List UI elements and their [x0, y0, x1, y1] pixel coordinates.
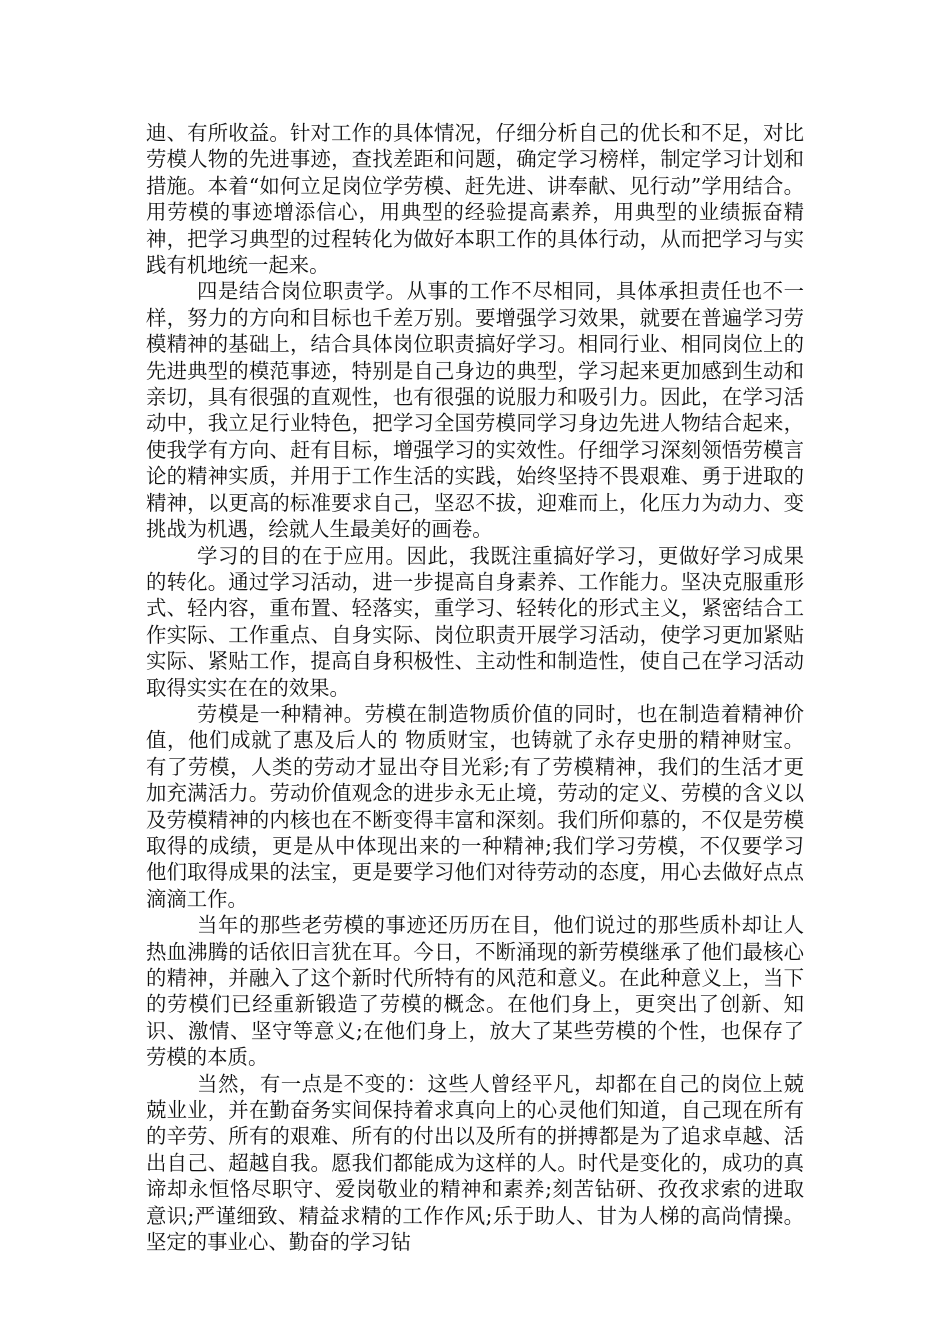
document-body	[146, 120, 804, 1255]
paragraph-continuation: 迪、有所收益。针对工作的具体情况，仔细分析自己的优长和不足，对比劳模人物的先进事迹，查找差距和问题，确定学习榜样，制定学习计划和措施。本着“如何立足岗位学劳模、赶先进、讲奉献、见行动”学用结合。用劳模的事迹增添信心，用典型的经验提高素养，用典型的业绩振奋精神，把学习典型的过程转化为做好本职工作的具体行动，从而把学习与实践有机地统一起来。	[146, 121, 804, 278]
paragraph-old-and-new-models: 当年的那些老劳模的事迹还历历在目，他们说过的那些质朴却让人热血沸腾的话依旧言犹在耳。今日，不断涌现的新劳模继承了他们最核心的精神，并融入了这个新时代所特有的风范和意义。在此种意义上，当下的劳模们已经重新锻造了劳模的概念。在他们身上，更突出了创新、知识、激情、坚守等意义;在他们身上，放大了某些劳模的个性，也保存了劳模的本质。	[146, 913, 804, 1070]
paragraph-learning-application: 学习的目的在于应用。因此，我既注重搞好学习，更做好学习成果的转化。通过学习活动，进一步提高自身素养、工作能力。坚决克服重形式、轻内容，重布置、轻落实，重学习、轻转化的形式主义，紧密结合工作实际、工作重点、自身实际、岗位职责开展学习活动，使学习更加紧贴实际、紧贴工作，提高自身积极性、主动性和制造性，使自己在学习活动取得实实在在的效果。	[146, 543, 804, 700]
paragraph-model-worker-spirit: 劳模是一种精神。劳模在制造物质价值的同时，也在制造着精神价值，他们成就了惠及后人的 物质财宝，也铸就了永存史册的精神财宝。有了劳模，人类的劳动才显出夺目光彩;有了劳模精神，我们的生活才更加充满活力。劳动价值观念的进步永无止境，劳动的定义、劳模的含义以及劳模精神的内核也在不断变得丰富和深刻。我们所仰慕的，不仅是劳模取得的成绩，更是从中体现出来的一种精神;我们学习劳模，不仅要学习他们取得成果的法宝，更是要学习他们对待劳动的态度，用心去做好点点滴滴工作。	[146, 701, 804, 911]
paragraph-unchanging-truth: 当然，有一点是不变的：这些人曾经平凡，却都在自己的岗位上兢兢业业，并在勤奋务实间保持着求真向上的心灵他们知道，自己现在所有的辛劳、所有的艰难、所有的付出以及所有的拼搏都是为了追求卓越、活出自己、超越自我。愿我们都能成为这样的人。时代是变化的，成功的真谛却永恒恪尽职守、爱岗敬业的精神和素养;刻苦钻研、孜孜求索的进取意识;严谨细致、精益求精的工作作风;乐于助人、甘为人梯的高尚情操。坚定的事业心、勤奋的学习钻	[146, 1071, 804, 1255]
paragraph-job-responsibility: 四是结合岗位职责学。从事的工作不尽相同，具体承担责任也不一样，努力的方向和目标也千差万别。要增强学习效果，就要在普遍学习劳模精神的基础上，结合具体岗位职责搞好学习。相同行业、相同岗位上的先进典型的模范事迹，特别是自己身边的典型，学习起来更加感到生动和亲切，具有很强的直观性，也有很强的说服力和吸引力。因此，在学习活动中，我立足行业特色，把学习全国劳模同学习身边先进人物结合起来，使我学有方向、赶有目标，增强学习的实效性。仔细学习深刻领悟劳模言论的精神实质，并用于工作生活的实践，始终坚持不畏艰难、勇于进取的精神，以更高的标准要求自己，坚忍不拔，迎难而上，化压力为动力、变挑战为机遇，绘就人生最美好的画卷。	[146, 279, 804, 542]
